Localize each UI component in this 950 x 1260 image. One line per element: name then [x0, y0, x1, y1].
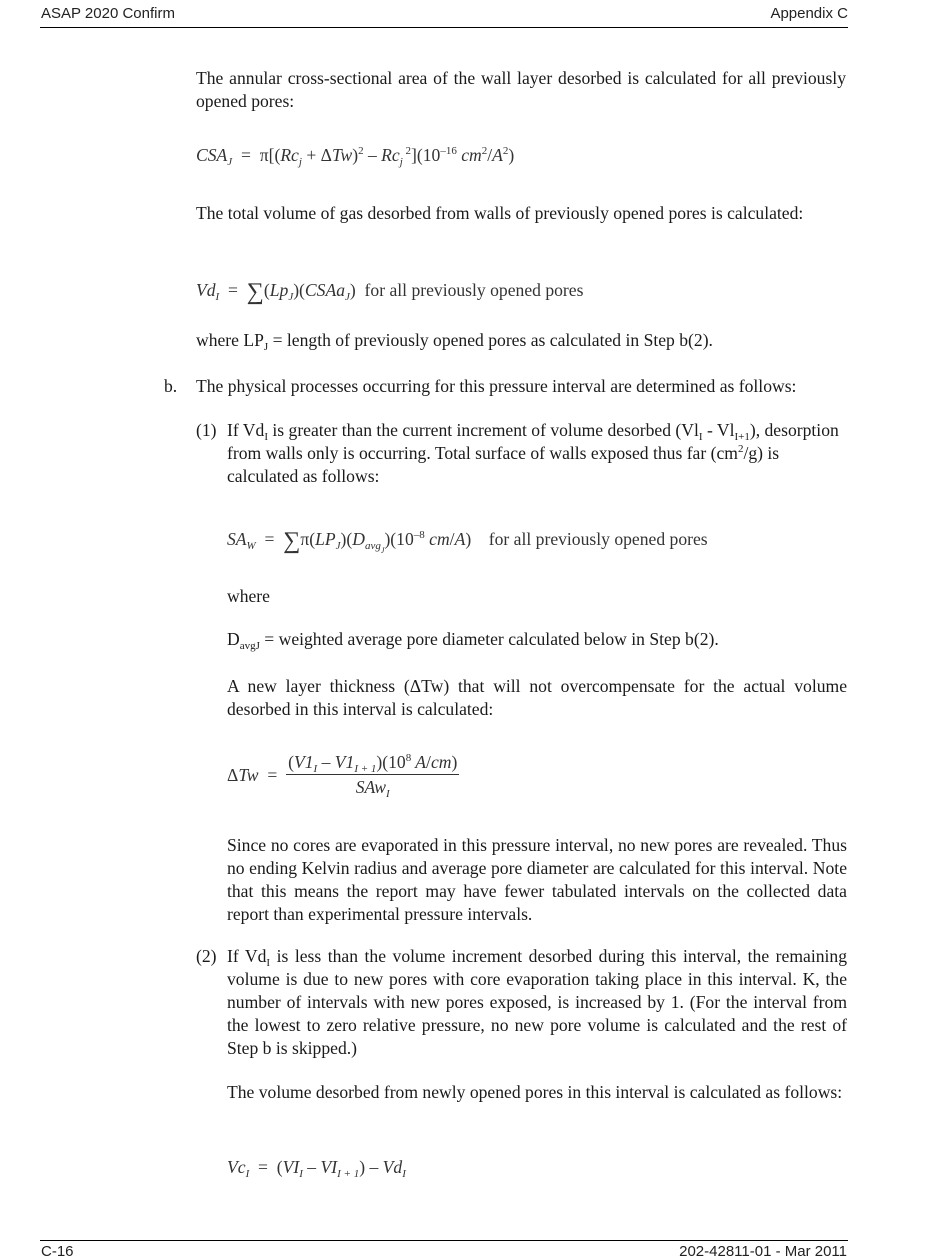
- davg-sub: avgJ: [239, 640, 260, 652]
- list-item-1-text: [227, 419, 847, 488]
- s1-text-e: /g) is calculated as follows:: [227, 443, 780, 486]
- list-item-2-text: [227, 945, 847, 1060]
- davg-symbol: D: [227, 629, 240, 649]
- equation-vd-qualifier: for all previously opened pores: [364, 280, 584, 300]
- header-rule: [40, 27, 848, 28]
- equation-csa: $CSA_J = \pi[(Rc_j + \Delta Tw)^2 - Rc_j$ $^2](10^{-16}$ $cm^2/A^2$): [196, 145, 515, 168]
- s1-text-b: is greater than the current increment of volume desorbed (Vl: [267, 420, 699, 440]
- where-lp-text: where LP: [196, 330, 264, 350]
- equation-vd: $Vd_I$ = $\sum(Lp_J)(CSAa_J)$ for all previously opened pores: [196, 279, 584, 305]
- s1-sub-i: I: [264, 431, 268, 443]
- where-lp-definition: = length of previously opened pores as calculated in Step b(2).: [268, 330, 713, 350]
- where-lp-sub: J: [263, 341, 269, 353]
- list-label-1: (1): [196, 420, 217, 440]
- paragraph-volume-desorbed-text: The volume desorbed from newly opened pores in this interval is calculated as follows:: [227, 1082, 843, 1102]
- s1-sub-i2: I: [698, 431, 703, 443]
- equation-vc: $Vc_I = (VI_I - VI_{I + 1}) - Vd_I$: [227, 1157, 406, 1180]
- paragraph-since-no-cores: [227, 834, 847, 926]
- fraction-delta-tw: $\frac{(V1_I - V1_{I + 1})(10^8 A/cm)}{SAw_I}$: [288, 752, 458, 800]
- paragraph-total-volume-text: The total volume of gas desorbed from walls of previously opened pores is calculated:: [196, 203, 804, 223]
- footer-page-number: C-16: [41, 1243, 74, 1260]
- equation-delta-tw: ΔTw = $\frac{(V1_I - V1_{I + 1})(10^8 A/cm)}{SAw_I}$: [227, 752, 458, 800]
- s2-sub-i: I: [266, 957, 271, 969]
- s1-text-a: If Vd: [227, 420, 265, 440]
- s1-sub-i1: I+1: [734, 431, 750, 443]
- equation-saw-qualifier: for all previously opened pores: [488, 529, 708, 549]
- list-label-b: b.: [164, 376, 178, 396]
- equation-saw: $SA_W = \sum\pi(LP_J)(D_{avg_J})(10^{-8}$ cm/A) for all previously opened pores: [227, 528, 708, 555]
- paragraph-total-volume: [196, 202, 846, 225]
- paragraph-annular-area-text: The annular cross-sectional area of the wall layer desorbed is calculated for all previously opened pores:: [196, 68, 846, 111]
- paragraph-since-no-cores-text: Since no cores are evaporated in this pressure interval, no new pores are revealed. Thus no ending Kelvin radius and average pore diameter are calculated for this interval. Note that this means the report may have fewer tabulated intervals on the collected data report than experimental pressure intervals.: [227, 835, 847, 924]
- s2-text-a: If Vd: [227, 946, 267, 966]
- definition-davg: [227, 628, 719, 651]
- s1-text-c: - Vl: [702, 420, 735, 440]
- paragraph-new-layer-text: A new layer thickness (ΔTw) that will not overcompensate for the actual volume desorbed in this interval is calculated:: [227, 676, 847, 719]
- list-label-2: (2): [196, 946, 217, 966]
- header-document-title: ASAP 2020 Confirm: [41, 5, 175, 22]
- paragraph-where-lpj: [196, 329, 846, 352]
- davg-definition: = weighted average pore diameter calculated below in Step b(2).: [259, 629, 719, 649]
- header-section-title: Appendix C: [770, 5, 848, 22]
- s1-text-d: ), desorption from walls only is occurring. Total surface of walls exposed thus far (cm: [227, 420, 839, 463]
- paragraph-new-layer: [227, 675, 847, 721]
- s1-sup-2: 2: [737, 443, 744, 455]
- list-item-b-text: The physical processes occurring for this pressure interval are determined as follows:: [196, 376, 797, 396]
- s2-text-b: is less than the volume increment desorbed during this interval, the remaining volume is due to new pores with core evaporation taking place in this interval. K, the number of intervals with new pores exposed, is increased by 1. (For the interval from the lowest to zero relative pressure, no new pore volume is calculated and the rest of Step b is skipped.): [227, 946, 847, 1058]
- paragraph-volume-desorbed: [227, 1081, 847, 1104]
- footer-rule: [40, 1240, 848, 1241]
- where-label: where: [227, 586, 270, 606]
- paragraph-annular-area: [196, 67, 846, 113]
- footer-document-id: 202-42811-01 - Mar 2011: [679, 1243, 847, 1260]
